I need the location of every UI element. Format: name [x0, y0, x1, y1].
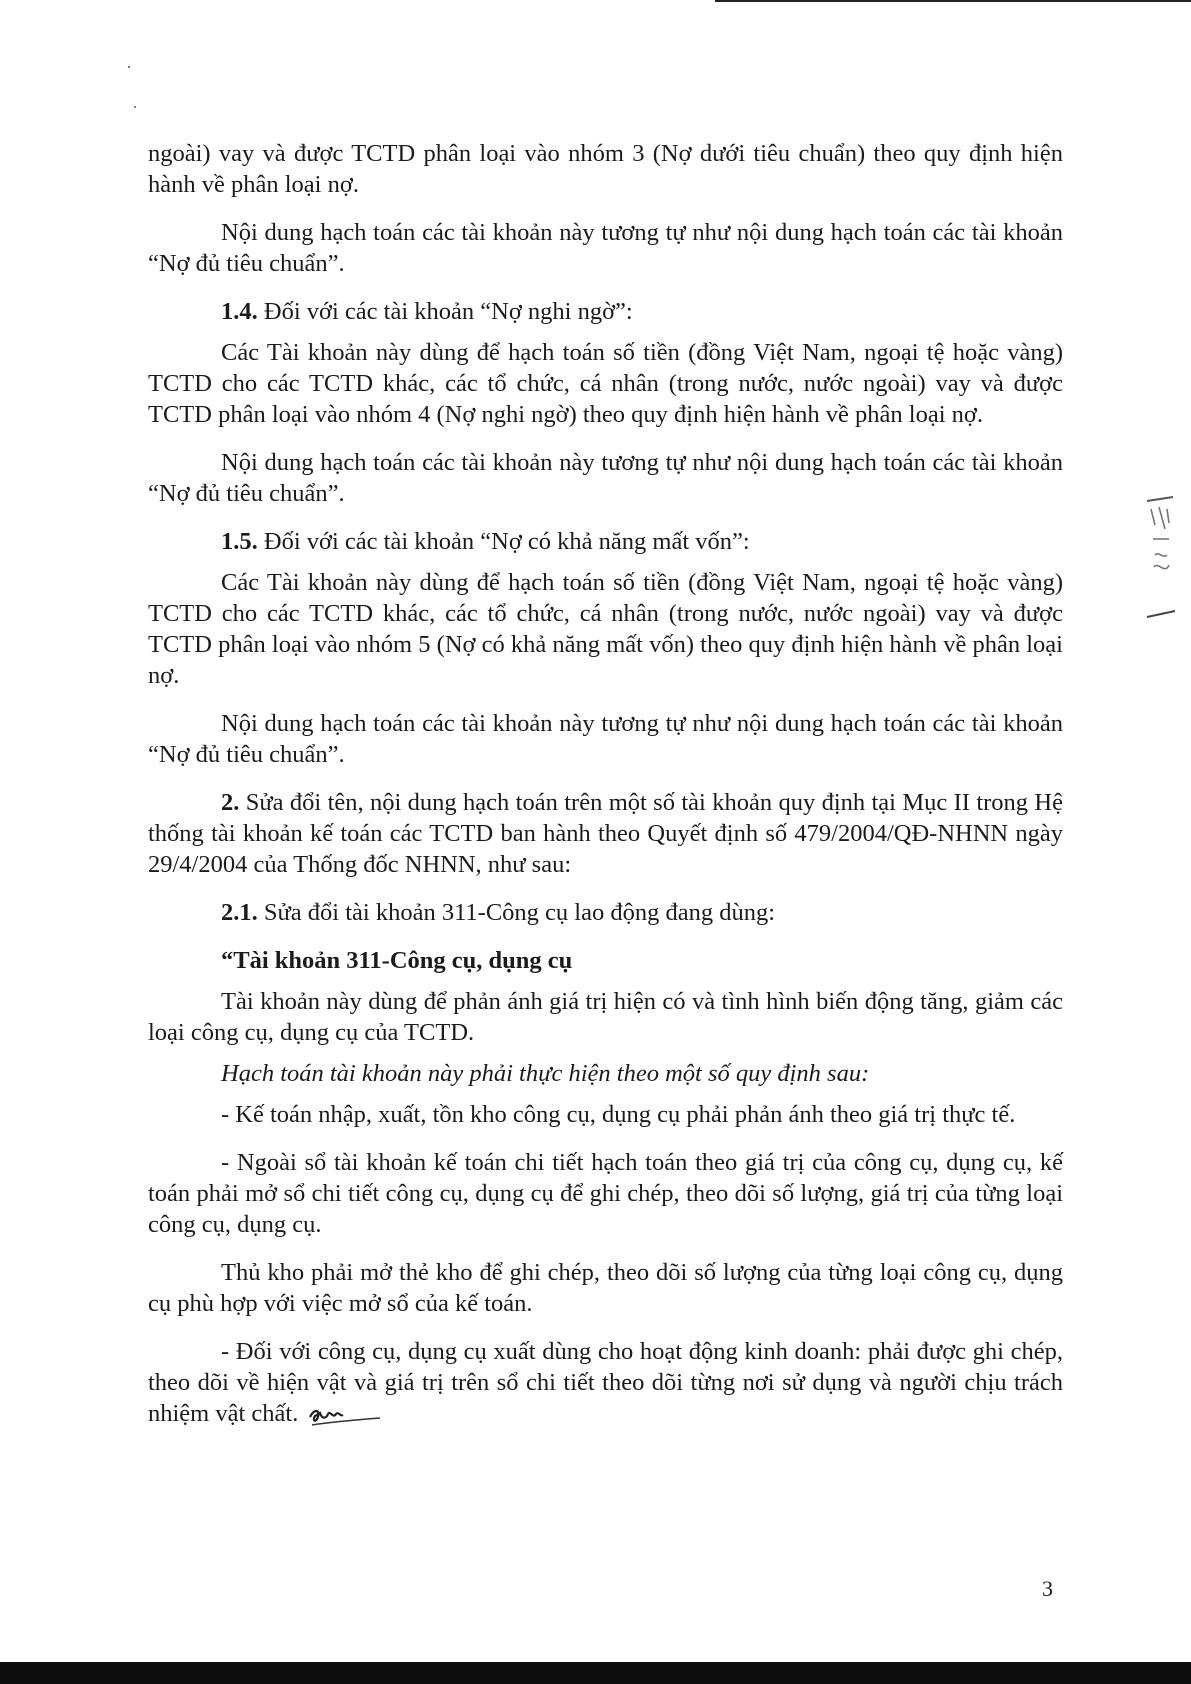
section-number: 2. — [221, 789, 240, 816]
heading-text: Sửa đổi tài khoản 311-Công cụ lao động đang dùng: — [257, 899, 776, 926]
section-number: 2.1. — [221, 899, 258, 926]
heading-2-1 — [148, 897, 1063, 928]
paragraph-accounting-content: Nội dung hạch toán các tài khoản này tương tự như nội dung hạch toán các tài khoản “Nợ đủ tiêu chuẩn”. — [148, 219, 1063, 277]
paragraph-loss-debt: Các Tài khoản này dùng để hạch toán số tiền (đồng Việt Nam, ngoại tệ hoặc vàng) TCTD cho các TCTD khác, các tổ chức, cá nhân (trong nước, nước ngoài) vay và được TCTD phân loại vào nhóm 5 (Nợ có khả năng mất vốn) theo quy định hiện hành về phân loại nợ. — [148, 569, 1063, 689]
paragraph-accounting-content: Nội dung hạch toán các tài khoản này tương tự như nội dung hạch toán các tài khoản “Nợ đủ tiêu chuẩn”. — [148, 449, 1063, 507]
heading-text: Đối với các tài khoản “Nợ có khả năng mất vốn”: — [257, 528, 750, 555]
paragraph-rule-actual-value: - Kế toán nhập, xuất, tồn kho công cụ, dụng cụ phải phản ánh theo giá trị thực tế. — [221, 1101, 1016, 1128]
scan-speck — [134, 106, 136, 108]
scan-speck — [128, 66, 130, 68]
heading-1-5 — [148, 526, 1063, 557]
paragraph-text: - Đối với công cụ, dụng cụ xuất dùng cho hoạt động kinh doanh: phải được ghi chép, theo dõi về hiện vật và giá trị trên sổ chi tiết theo dõi từng nơi sử dụng và người chịu trách nhiệm vật chất. — [148, 1338, 1063, 1427]
scan-bottom-edge — [0, 1662, 1191, 1684]
heading-2 — [148, 787, 1063, 880]
section-number: 1.5. — [221, 528, 258, 555]
page-number: 3 — [1042, 1576, 1053, 1601]
account-311-title: “Tài khoản 311-Công cụ, dụng cụ — [221, 947, 573, 974]
paragraph-account-311-purpose: Tài khoản này dùng để phản ánh giá trị hiện có và tình hình biến động tăng, giảm các loại công cụ, dụng cụ của TCTD. — [148, 988, 1063, 1046]
heading-1-4 — [148, 296, 1063, 327]
section-number: 1.4. — [221, 298, 258, 325]
document-body — [148, 138, 1063, 1429]
initials-signature-icon — [306, 1405, 382, 1429]
paragraph-rules-intro: Hạch toán tài khoản này phải thực hiện theo một số quy định sau: — [221, 1060, 870, 1087]
scan-top-edge-line — [715, 0, 1191, 2]
heading-text: Sửa đổi tên, nội dung hạch toán trên một số tài khoản quy định tại Mục II trong Hệ thống tài khoản kế toán các TCTD ban hành theo Quyết định số 479/2004/QĐ-NHNN ngày 29/4/2004 của Thống đốc NHNN, như sau: — [148, 789, 1063, 878]
paragraph-rule-detail-books: - Ngoài sổ tài khoản kế toán chi tiết hạch toán theo giá trị của công cụ, dụng cụ, kế toán phải mở sổ chi tiết công cụ, dụng cụ để ghi chép, theo dõi số lượng, giá trị của từng loại công cụ, dụng cụ. — [148, 1149, 1063, 1238]
paragraph-doubtful-debt: Các Tài khoản này dùng để hạch toán số tiền (đồng Việt Nam, ngoại tệ hoặc vàng) TCTD cho các TCTD khác, các tổ chức, cá nhân (trong nước, nước ngoài) vay và được TCTD phân loại vào nhóm 4 (Nợ nghi ngờ) theo quy định hiện hành về phân loại nợ. — [148, 339, 1063, 428]
paragraph-continuation-group3: ngoài) vay và được TCTD phân loại vào nhóm 3 (Nợ dưới tiêu chuẩn) theo quy định hiện hành về phân loại nợ. — [148, 140, 1063, 198]
heading-text: Đối với các tài khoản “Nợ nghi ngờ”: — [257, 298, 633, 325]
paragraph-warehouse-card: Thủ kho phải mở thẻ kho để ghi chép, theo dõi số lượng của từng loại công cụ, dụng cụ phù hợp với việc mở sổ của kế toán. — [148, 1259, 1063, 1317]
paragraph-tools-in-use — [148, 1336, 1063, 1429]
margin-scan-artifact — [1145, 495, 1177, 625]
paragraph-accounting-content: Nội dung hạch toán các tài khoản này tương tự như nội dung hạch toán các tài khoản “Nợ đủ tiêu chuẩn”. — [148, 710, 1063, 768]
